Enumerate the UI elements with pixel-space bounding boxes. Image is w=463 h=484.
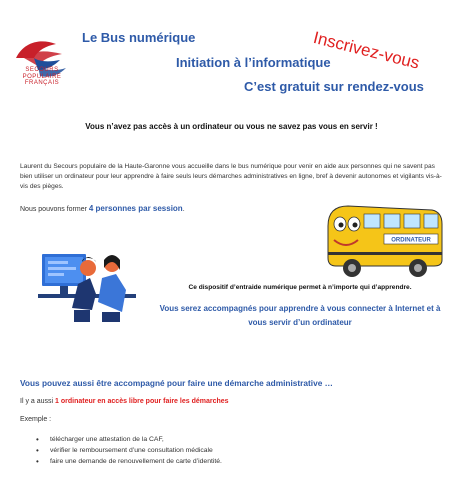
example-item: • vérifier le remboursement d’une consultation médicale — [36, 445, 222, 456]
title-bus-numerique: Le Bus numérique — [82, 30, 196, 45]
free-access-prefix: Il y a aussi — [20, 398, 56, 405]
example-item: • télécharger une attestation de la CAF, — [36, 434, 222, 445]
bus-sign-text: ORDINATEUR — [391, 237, 431, 244]
free-access-highlight: 1 ordinateur en accès libre pour faire les démarches — [55, 398, 229, 405]
capacity-highlight: 4 personnes par session — [88, 204, 183, 213]
title-initiation: Initiation à l’informatique — [176, 55, 331, 70]
example-list — [36, 434, 222, 467]
school-bus-illustration — [322, 196, 446, 280]
people-computer-illustration — [38, 238, 138, 324]
headline-question: Vous n’avez pas accès à un ordinateur ou vous ne savez pas vous en servir ! — [85, 122, 378, 131]
intro-paragraph: Laurent du Secours populaire de la Haute-Garonne vous accueille dans le bus numérique pour venir en aide aux personnes qui ne savent pas bien utiliser un ordinateur pour leur apprendre à faire seuls leurs démarches administratives en ligne, bref à devenir autonomes et vigilants vis-à-vis des pièges. — [20, 163, 442, 190]
capacity-line — [20, 204, 185, 213]
logo-text: SECOURS POPULAIRE FRANÇAIS — [22, 67, 62, 86]
inscrivez-vous-stamp: Inscrivez-vous — [311, 28, 422, 73]
free-access-line — [20, 398, 229, 405]
capacity-suffix: . — [182, 206, 185, 213]
title-gratuit: C’est gratuit sur rendez-vous — [244, 79, 424, 94]
example-label: Exemple : — [20, 416, 52, 423]
accompaniment-text: Vous serez accompagnés pour apprendre à vous connecter à Internet et à vous servir d’un ordinateur — [159, 304, 441, 327]
example-item: • faire une demande de renouvellement de carte d’identité. — [36, 456, 222, 467]
secours-populaire-logo — [10, 28, 72, 98]
capacity-prefix: Nous pouvons former — [20, 206, 89, 213]
admin-help-heading: Vous pouvez aussi être accompagné pour faire une démarche administrative … — [20, 378, 333, 388]
dispositif-text: Ce dispositif d’entraide numérique permet à n’importe qui d’apprendre. — [188, 284, 412, 291]
